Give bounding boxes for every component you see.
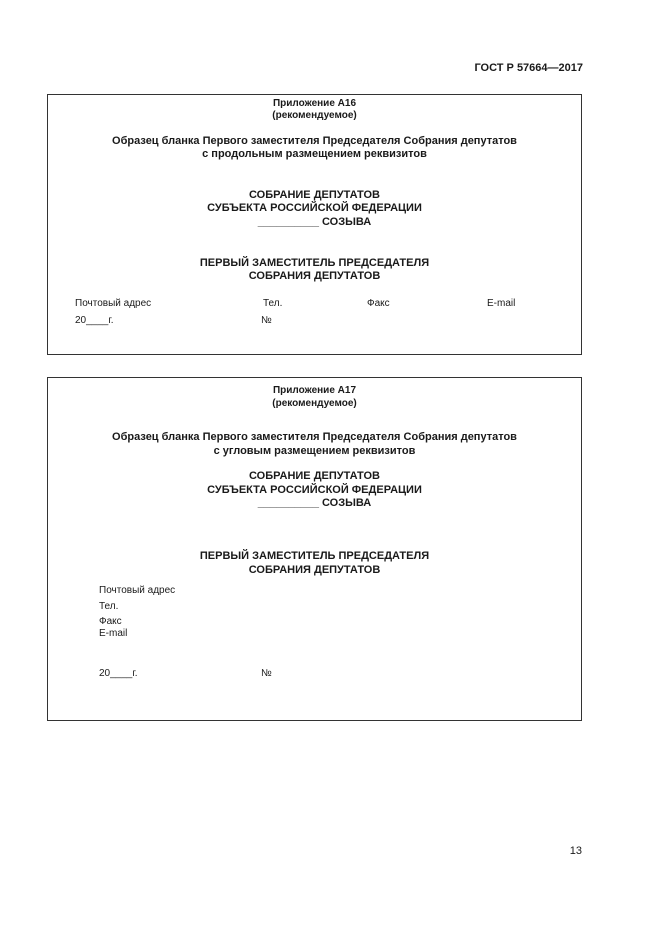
a17-org-line1: СОБРАНИЕ ДЕПУТАТОВ bbox=[249, 470, 380, 482]
a17-position-line1: ПЕРВЫЙ ЗАМЕСТИТЕЛЬ ПРЕДСЕДАТЕЛЯ bbox=[199, 550, 430, 562]
appendix-a17-status: (рекомендуемое) bbox=[272, 398, 357, 409]
appendix-a16-caption-line1: Образец бланка Первого заместителя Председателя Собрания депутатов bbox=[112, 135, 517, 147]
a16-position-line2: СОБРАНИЯ ДЕПУТАТОВ bbox=[248, 270, 381, 282]
appendix-a16-status: (рекомендуемое) bbox=[272, 110, 357, 121]
a16-org-line2: СУБЪЕКТА РОССИЙСКОЙ ФЕДЕРАЦИИ bbox=[207, 202, 422, 214]
a16-postal-address-label: Почтовый адрес bbox=[75, 298, 152, 309]
a17-position-line2: СОБРАНИЯ ДЕПУТАТОВ bbox=[248, 564, 381, 576]
appendix-a16-frame bbox=[47, 94, 582, 355]
appendix-a16-title: Приложение А16 bbox=[272, 98, 357, 109]
a17-number-field: № bbox=[261, 668, 272, 679]
a16-tel-label: Тел. bbox=[263, 298, 283, 309]
a17-fax-label: Факс bbox=[99, 616, 122, 627]
a16-date-field: 20____г. bbox=[75, 315, 114, 326]
a17-date-field: 20____г. bbox=[99, 668, 138, 679]
appendix-a16-caption-line2: с продольным размещением реквизитов bbox=[202, 148, 427, 160]
a16-email-label: E-mail bbox=[487, 298, 516, 309]
appendix-a17-frame bbox=[47, 377, 582, 721]
a16-position-line1: ПЕРВЫЙ ЗАМЕСТИТЕЛЬ ПРЕДСЕДАТЕЛЯ bbox=[199, 257, 430, 269]
page-number: 13 bbox=[569, 845, 582, 857]
a17-tel-label: Тел. bbox=[99, 601, 119, 612]
standard-code: ГОСТ Р 57664—2017 bbox=[474, 62, 583, 74]
a17-email-label: E-mail bbox=[99, 628, 128, 639]
a17-org-line2: СУБЪЕКТА РОССИЙСКОЙ ФЕДЕРАЦИИ bbox=[207, 484, 422, 496]
appendix-a17-caption-line1: Образец бланка Первого заместителя Председателя Собрания депутатов bbox=[112, 431, 517, 443]
a17-org-line3: __________ СОЗЫВА bbox=[257, 497, 372, 509]
appendix-a17-caption-line2: с угловым размещением реквизитов bbox=[213, 445, 416, 457]
a17-postal-address-label: Почтовый адрес bbox=[99, 585, 176, 596]
a16-org-line1: СОБРАНИЕ ДЕПУТАТОВ bbox=[249, 189, 380, 201]
appendix-a17-title: Приложение А17 bbox=[272, 385, 357, 396]
a16-fax-label: Факс bbox=[367, 298, 390, 309]
a16-number-field: № bbox=[261, 315, 272, 326]
a16-org-line3: __________ СОЗЫВА bbox=[257, 216, 372, 228]
